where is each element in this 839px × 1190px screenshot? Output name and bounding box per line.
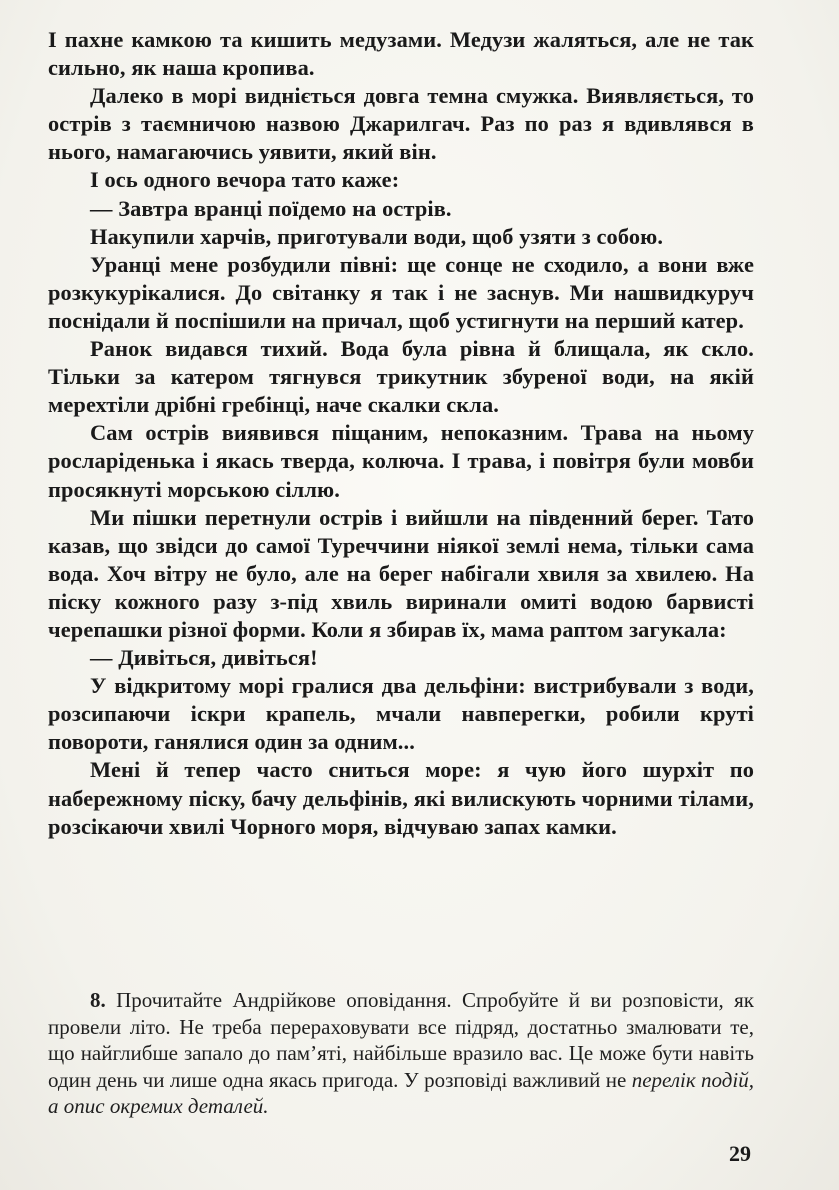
paragraph-5: Накупили харчів, приготували води, щоб узяти з собою. xyxy=(90,223,664,249)
paragraph-4: — Завтра вранці поїдемо на острів. xyxy=(90,195,452,221)
paragraph-9: Ми пішки перетнули острів і вийшли на південний берег. Тато казав, що звідси до самої Туреччини ніякої землі нема, тільки сама вода. Хоч вітру не було, але на берег набігали хвиля за хвилею. На піску кожного разу з-під хвиль виринали омиті водою барвисті черепашки різної форми. Коли я збирав їх, мама раптом загукала: xyxy=(48,504,754,642)
paragraph-2: Далеко в морі видніється довга темна смужка. Виявляється, то острів з таємничою назвою Джарилгач. Раз по раз я вдивлявся в нього, намагаючись уявити, який він. xyxy=(48,83,754,165)
exercise-block xyxy=(48,987,754,1120)
page-number: 29 xyxy=(729,1141,751,1166)
paragraph-7: Ранок видався тихий. Вода була рівна й блищала, як скло. Тільки за катером тягнувся трикутник збуреної води, на якій мерехтіли дрібні гребінці, наче скалки скла. xyxy=(48,336,754,418)
story-text xyxy=(48,26,754,841)
paragraph-3: І ось одного вечора тато каже: xyxy=(90,167,400,193)
exercise-paragraph xyxy=(48,987,754,1120)
paragraph-12: Мені й тепер часто сниться море: я чую його шурхіт по набережному піску, бачу дельфінів, які вилискують чорними тілами, розсікаючи хвилі Чорного моря, відчуваю запах камки. xyxy=(48,757,754,839)
paragraph-10: — Дивіться, дивіться! xyxy=(90,645,318,671)
paragraph-8: Сам острів виявився піщаним, непоказним. Трава на ньому росларіденька і якась тверда, колюча. І трава, і повітря були мовби просякнуті морською сіллю. xyxy=(48,420,754,502)
paragraph-1: І пахне камкою та кишить медузами. Медузи жаляться, але не так сильно, як наша кропива. xyxy=(48,27,754,81)
paragraph-6: Уранці мене розбудили півні: ще сонце не сходило, а вони вже розкукурікалися. До світанку я так і не заснув. Ми нашвидкуруч поснідали й поспішили на причал, щоб устигнути на перший катер. xyxy=(48,251,754,333)
paragraph-11: У відкритому морі гралися два дельфіни: вистрибували з води, розсипаючи іскри крапель, мчали навперегки, робили круті повороти, ганялися один за одним... xyxy=(48,673,754,755)
exercise-text: Прочитайте Андрійкове оповідання. Спробуйте й ви розповісти, як провели літо. Не треба перераховувати все підряд, достатньо змалювати те, що найглибше запало до пам’яті, найбільше вразило вас. Це може бути навіть один день чи лише одна якась пригода. У розповіді важливий не xyxy=(48,988,754,1092)
exercise-text-italic: перелік подій, а опис окремих деталей. xyxy=(48,1067,754,1119)
exercise-number: 8. xyxy=(90,988,106,1012)
